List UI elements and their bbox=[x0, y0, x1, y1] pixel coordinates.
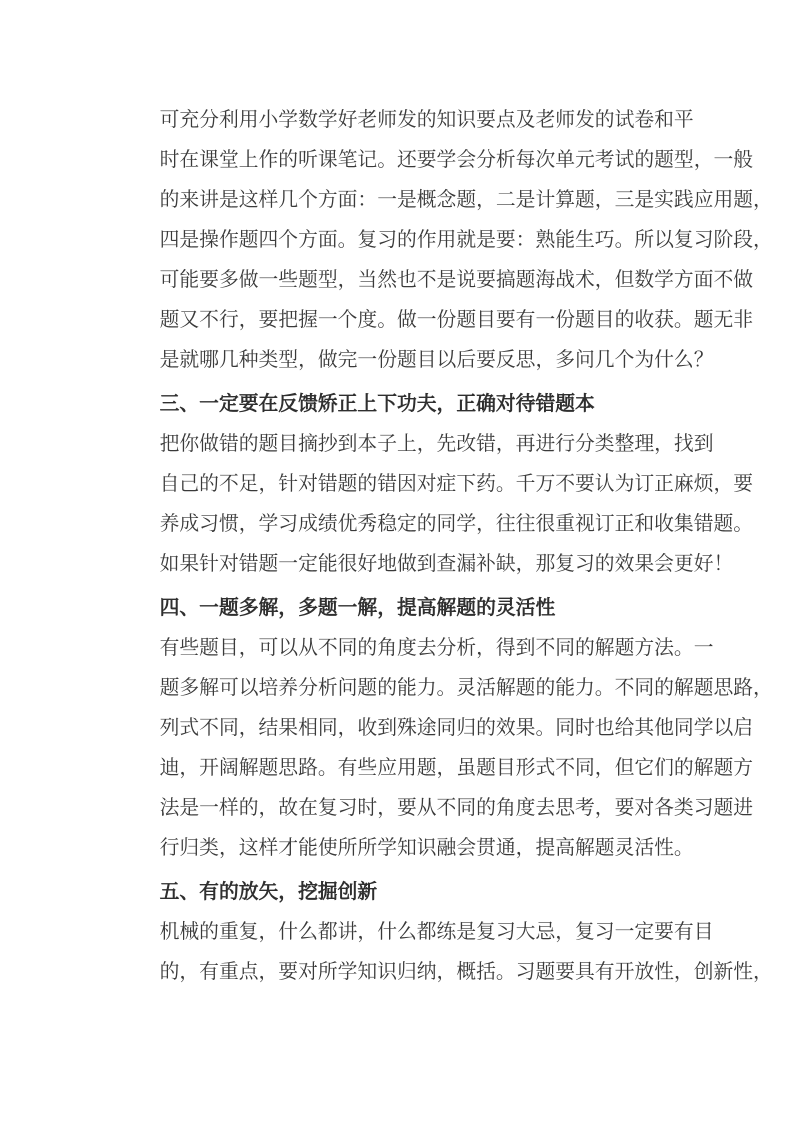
text-line: 自己的不足，针对错题的错因对症下药。千万不要认为订正麻烦，要 bbox=[159, 472, 754, 495]
text-line: 时在课堂上作的听课笔记。还要学会分析每次单元考试的题型，一般 bbox=[159, 148, 754, 171]
text-line: 机械的重复，什么都讲，什么都练是复习大忌，复习一定要有目 bbox=[159, 920, 714, 943]
text-line: 的，有重点，要对所学知识归纳，概括。习题要具有开放性，创新性， bbox=[159, 960, 773, 983]
text-line: 是就哪几种类型，做完一份题目以后要反思，多问几个为什么？ bbox=[159, 348, 714, 371]
text-line: 的来讲是这样几个方面：一是概念题，二是计算题，三是实践应用题， bbox=[159, 188, 773, 211]
paragraph-targeted-innovation bbox=[120, 912, 773, 992]
section-heading-3: 三、一定要在反馈矫正上下功夫，正确对待错题本 bbox=[159, 392, 595, 415]
text-line: 养成习惯，学习成绩优秀稳定的同学，往往很重视订正和收集错题。 bbox=[159, 512, 754, 535]
text-line: 如果针对错题一定能很好地做到查漏补缺，那复习的效果会更好！ bbox=[159, 552, 734, 575]
text-line: 可能要多做一些题型，当然也不是说要搞题海战术，但数学方面不做 bbox=[159, 268, 754, 291]
text-line: 题多解可以培养分析问题的能力。灵活解题的能力。不同的解题思路， bbox=[159, 676, 773, 699]
text-line: 迪，开阔解题思路。有些应用题，虽题目形式不同，但它们的解题方 bbox=[159, 756, 754, 779]
paragraph-error-notebook bbox=[120, 424, 754, 584]
section-heading-4: 四、一题多解，多题一解，提高解题的灵活性 bbox=[159, 596, 556, 619]
text-line: 行归类，这样才能使所所学知识融会贯通，提高解题灵活性。 bbox=[159, 836, 694, 859]
paragraph-review-materials bbox=[120, 100, 773, 380]
text-line: 四是操作题四个方面。复习的作用就是要：熟能生巧。所以复习阶段， bbox=[159, 228, 773, 251]
text-line: 把你做错的题目摘抄到本子上，先改错，再进行分类整理，找到 bbox=[159, 432, 714, 455]
text-line: 列式不同，结果相同，收到殊途同归的效果。同时也给其他同学以启 bbox=[159, 716, 754, 739]
section-heading-5: 五、有的放矢，挖掘创新 bbox=[159, 880, 378, 903]
document-page bbox=[120, 100, 773, 992]
text-line: 题又不行，要把握一个度。做一份题目要有一份题目的收获。题无非 bbox=[159, 308, 754, 331]
paragraph-multiple-solutions bbox=[120, 628, 773, 868]
text-line: 有些题目，可以从不同的角度去分析，得到不同的解题方法。一 bbox=[159, 636, 714, 659]
text-line: 法是一样的，故在复习时，要从不同的角度去思考，要对各类习题进 bbox=[159, 796, 754, 819]
text-line: 可充分利用小学数学好老师发的知识要点及老师发的试卷和平 bbox=[159, 108, 694, 131]
